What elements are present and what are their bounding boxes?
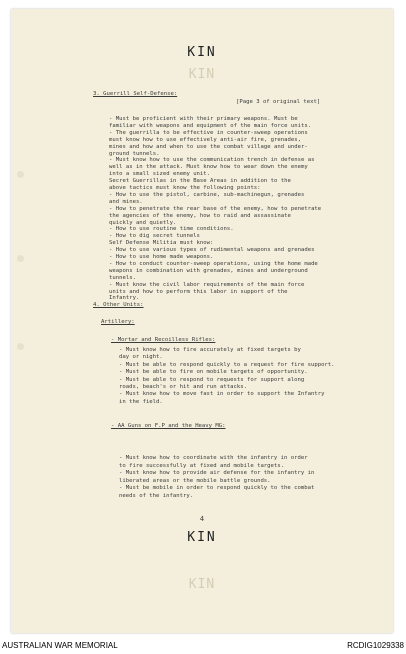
text-line: - Must know how to move fast in order to support the Infantry [119, 391, 325, 398]
text-line: the agencies of the enemy, how to raid and assassinate [109, 212, 291, 219]
document-page [11, 9, 393, 633]
mortar-heading: - Mortar and Recoilless Rifles: [111, 337, 216, 343]
aa-guns-heading: - AA Guns on F.P and the Heavy MG: [111, 423, 226, 429]
text-line: day or night. [119, 354, 163, 361]
text-line: mines and how and when to use the combat village and under- [109, 143, 308, 150]
bleed-through-classification: KIN [188, 67, 216, 82]
punch-hole [17, 171, 24, 178]
text-line: - How to penetrate the rear base of the enemy, how to penetrate [109, 205, 322, 212]
section-3-heading: 3. Guerrill Self-Defense: [93, 91, 178, 97]
text-line: Secret Guerrillas in the Base Areas in addition to the [109, 178, 291, 185]
text-line: - Must be proficient with their primary weapons. Must be [109, 116, 298, 122]
text-line: - Must know how to use the communication trench in defense as [109, 157, 315, 164]
classification-footer: KIN [187, 530, 217, 545]
text-line: Self Defense Militia must know: [109, 240, 214, 247]
text-line: - How to use home made weapons. [109, 254, 214, 260]
text-line: - The guerrilla to be effective in counter-sweep operations [109, 129, 308, 136]
text-line: above tactics must know the following points: [109, 185, 261, 191]
section-4-heading: 4. Other Units: [93, 302, 144, 308]
text-line: ground tunnels. [109, 150, 160, 157]
text-line: tunnels. [109, 274, 136, 281]
page-number: 4 [199, 515, 205, 523]
bleed-through-classification: KIN [188, 577, 216, 592]
text-line: needs of the infantry. [119, 493, 194, 499]
text-line: and mines. [109, 198, 143, 205]
text-line: - How to conduct counter-sweep operations, using the home made [109, 260, 318, 267]
text-line: Infantry. [109, 295, 140, 302]
text-line: - Must be able to respond quickly to a request for fire support. [119, 361, 335, 368]
text-line: well as in the attack. Must know how to wear down the enemy [109, 164, 308, 171]
text-line: roads, beach's or hit and run attacks. [119, 384, 247, 390]
text-line: - Must be able to respond to requests for support along [119, 376, 305, 383]
punch-hole [17, 343, 24, 350]
text-line: - Must know how to coordinate with the infantry in order [119, 455, 308, 461]
text-line: liberated areas or the mobile battle grounds. [119, 477, 271, 484]
page-note: [Page 3 of original text] [236, 99, 321, 105]
text-line: into a small sized enemy unit. [109, 171, 211, 178]
text-line: - How to use routine time conditions. [109, 226, 234, 233]
text-line: weapons in combination with grenades, mines and underground [109, 267, 308, 274]
text-line: - Must be able to fire on mobile targets of opportunity. [119, 369, 308, 376]
text-line: - How to dig secret tunnels [109, 233, 200, 240]
text-line: - Must know how to fire accurately at fixed targets by [119, 347, 301, 353]
text-line: quickly and quietly. [109, 219, 177, 226]
archive-footer-right: RCDIG1029338 [347, 641, 404, 650]
text-line: familiar with weapons and equipment of the main force units. [109, 122, 312, 129]
text-line: must know how to use effectively anti-air fire, grenades, [109, 136, 301, 143]
text-line: - Must be mobile in order to respond quickly to the combat [119, 485, 315, 492]
artillery-heading: Artillery: [101, 319, 135, 325]
text-line: - How to use various types of rudimental weapons and grenades [109, 247, 315, 254]
text-line: units and how to perform this labor in support of the [109, 288, 288, 295]
text-line: to fire successfully at fixed and mobile targets. [119, 462, 285, 469]
text-line: - Must know the civil labor requirements of the main force [109, 281, 305, 288]
archive-footer-left: AUSTRALIAN WAR MEMORIAL [2, 641, 118, 650]
text-line: in the field. [119, 398, 163, 405]
text-line: - How to use the pistol, carbine, sub-machinegun, grenades [109, 191, 305, 198]
text-line: - Must know how to provide air defense for the infantry in [119, 470, 315, 477]
punch-hole [17, 255, 24, 262]
classification-header: KIN [187, 45, 217, 60]
